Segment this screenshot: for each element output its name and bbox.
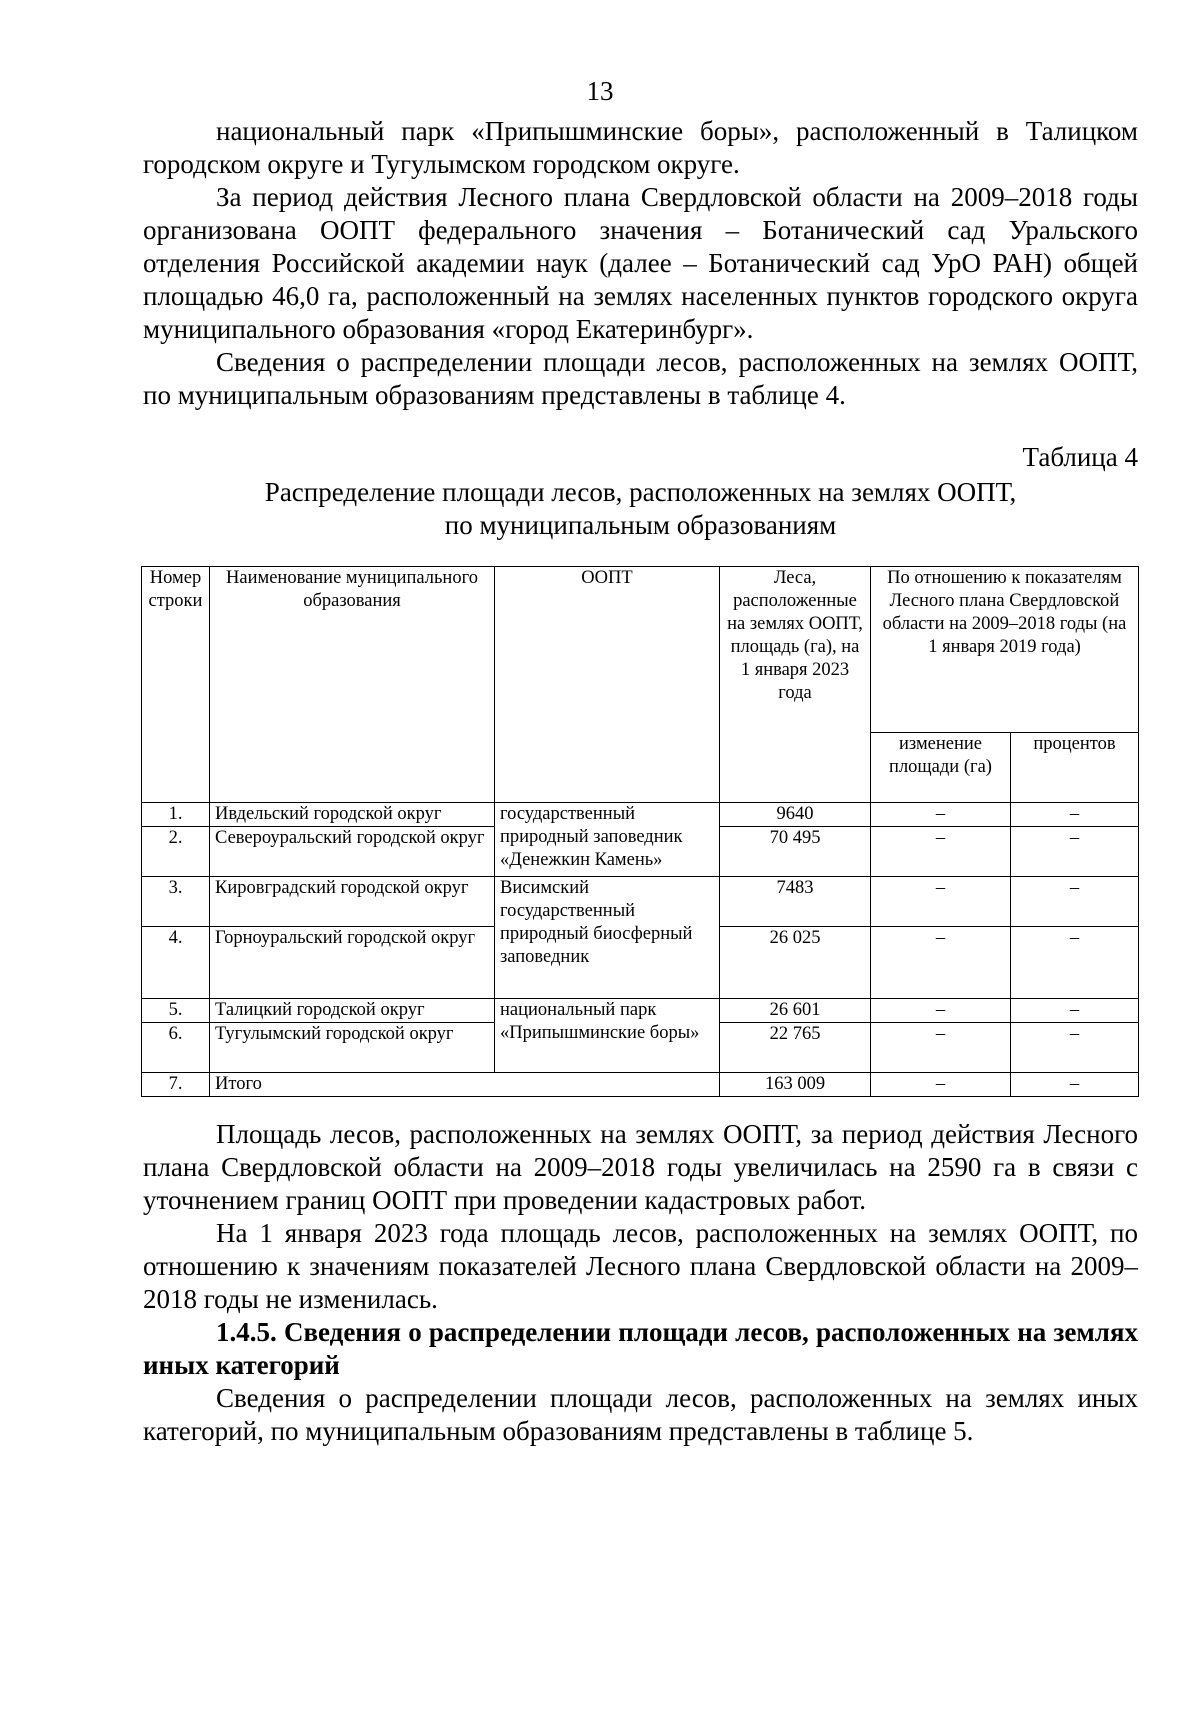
- row-number: 6.: [142, 1023, 210, 1073]
- oopt-name: национальный парк «Припышминские боры»: [495, 999, 720, 1073]
- change-area: –: [871, 803, 1011, 827]
- header-relation: По отношению к показателям Лесного плана Свердловской области на 2009–2018 годы (на 1 января 2019 года): [871, 567, 1139, 733]
- intro-paragraph-3: Сведения о распределении площади лесов, расположенных на землях ООПТ, по муниципальным образованиям представлены в таблице 4.: [143, 347, 1138, 410]
- row-number: 5.: [142, 999, 210, 1023]
- intro-paragraph-1: национальный парк «Припышминские боры», расположенный в Талицком городском округе и Тугулымском городском округе.: [143, 116, 1138, 179]
- row-number: 1.: [142, 803, 210, 827]
- table-row: [142, 999, 1139, 1023]
- percent: –: [1011, 927, 1139, 999]
- percent: –: [1011, 877, 1139, 927]
- change-area: –: [871, 1073, 1011, 1097]
- change-area: –: [871, 877, 1011, 927]
- percent: –: [1011, 827, 1139, 877]
- percent: –: [1011, 1073, 1139, 1097]
- change-area: –: [871, 1023, 1011, 1073]
- percent: –: [1011, 1023, 1139, 1073]
- change-area: –: [871, 927, 1011, 999]
- table-title-line-1: Распределение площади лесов, расположенных на землях ООПТ,: [264, 477, 1017, 507]
- table-row-total: [142, 1073, 1139, 1097]
- after-paragraph-1: Площадь лесов, расположенных на землях ООПТ, за период действия Лесного плана Свердловской области на 2009–2018 годы увеличилась на 2590 га в связи с уточнением границ ООПТ при проведении кадастровых работ.: [143, 1119, 1138, 1215]
- header-change-area: изменение площади (га): [871, 733, 1011, 803]
- header-row-number: Номер строки: [142, 567, 210, 803]
- municipality-name: Кировградский городской округ: [210, 877, 495, 927]
- intro-paragraph-2: За период действия Лесного плана Свердловской области на 2009–2018 годы организована ООПТ федерального значения – Ботанический сад Уральского отделения Российской академии наук (далее – Ботанический сад УрО РАН) общей площадью 46,0 га, расположенный на землях населенных пунктов городского округа муниципального образования «город Екатеринбург».: [143, 182, 1138, 344]
- header-municipality: Наименование муниципального образования: [210, 567, 495, 803]
- forest-area-table: [141, 566, 1139, 1097]
- municipality-name: Ивдельский городской округ: [210, 803, 495, 827]
- total-label: Итого: [210, 1073, 720, 1097]
- table-label: Таблица 4: [1022, 442, 1138, 472]
- header-percent: процентов: [1011, 733, 1139, 803]
- final-paragraph: Сведения о распределении площади лесов, расположенных на землях иных категорий, по муниципальным образованиям представлены в таблице 5.: [143, 1383, 1138, 1446]
- after-text: [143, 1118, 1138, 1448]
- table-title-line-2: по муниципальным образованиям: [444, 510, 837, 540]
- row-number: 2.: [142, 827, 210, 877]
- row-number: 3.: [142, 877, 210, 927]
- forest-area: 70 495: [720, 827, 871, 877]
- forest-area: 9640: [720, 803, 871, 827]
- oopt-name: Висимский государственный природный биосферный заповедник: [495, 877, 720, 999]
- header-oopt: ООПТ: [495, 567, 720, 803]
- percent: –: [1011, 999, 1139, 1023]
- row-number: 4.: [142, 927, 210, 999]
- municipality-name: Горноуральский городской округ: [210, 927, 495, 999]
- table-row: [142, 877, 1139, 927]
- section-heading: 1.4.5. Сведения о распределении площади лесов, расположенных на землях иных категорий: [143, 1317, 1138, 1380]
- change-area: –: [871, 999, 1011, 1023]
- municipality-name: Тугулымский городской округ: [210, 1023, 495, 1073]
- change-area: –: [871, 827, 1011, 877]
- after-paragraph-2: На 1 января 2023 года площадь лесов, расположенных на землях ООПТ, по отношению к значениям показателей Лесного плана Свердловской области на 2009–2018 годы не изменилась.: [143, 1218, 1138, 1314]
- forest-area: 7483: [720, 877, 871, 927]
- header-forest-area: Леса, расположенные на землях ООПТ, площадь (га), на 1 января 2023 года: [720, 567, 871, 803]
- forest-area: 26 025: [720, 927, 871, 999]
- forest-area: 22 765: [720, 1023, 871, 1073]
- municipality-name: Североуральский городской округ: [210, 827, 495, 877]
- intro-text: [143, 115, 1138, 412]
- percent: –: [1011, 803, 1139, 827]
- table-row: [142, 803, 1139, 827]
- table-title: [143, 476, 1138, 542]
- page-number: 13: [586, 76, 614, 106]
- forest-area: 163 009: [720, 1073, 871, 1097]
- oopt-name: государственный природный заповедник «Денежкин Камень»: [495, 803, 720, 877]
- forest-area: 26 601: [720, 999, 871, 1023]
- municipality-name: Талицкий городской округ: [210, 999, 495, 1023]
- row-number: 7.: [142, 1073, 210, 1097]
